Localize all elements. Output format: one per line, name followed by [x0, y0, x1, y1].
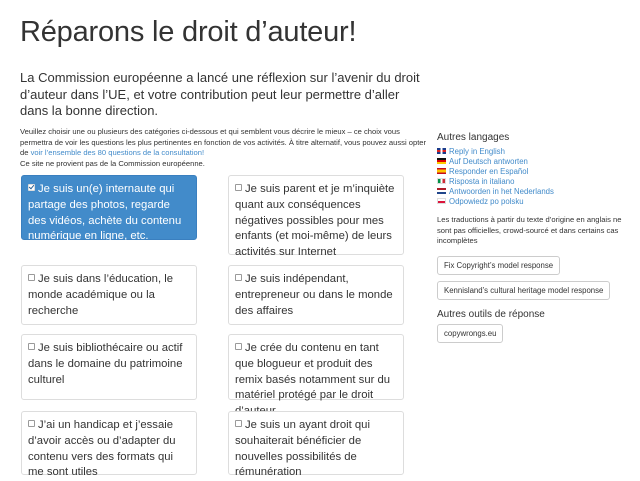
category-card-education[interactable]: [21, 265, 197, 325]
category-card-handicap[interactable]: [21, 411, 197, 479]
nl-flag-icon: [437, 188, 446, 194]
translation-note: Les traductions à partir du texte d’origine en anglais ne sont pas officielles, crowd-sourcé et dans certains cas incomplètes: [437, 215, 622, 246]
category-card-ayant-droit[interactable]: [228, 411, 404, 479]
intro-text: Veuillez choisir une ou plusieurs des catégories ci-dessous et qui semblent vous décrire le mieux – ce choix vous permettra de voir les questions les plus pertinentes en fonction de vos activités. À titre alternatif, vous pouvez aussi opter de: [20, 127, 427, 158]
de-flag-icon: [437, 158, 446, 164]
checkbox-internaute[interactable]: [28, 184, 35, 191]
checkbox-bibliothecaire[interactable]: [28, 343, 35, 350]
language-list: [437, 147, 627, 206]
category-label: Je suis un(e) internaute qui partage des photos, regarde des vidéos, achète du contenu numérique en ligne, etc.: [28, 183, 182, 243]
fix-copyright-button[interactable]: Fix Copyright’s model response: [437, 256, 560, 275]
es-flag-icon: [437, 168, 446, 174]
lead-paragraph: La Commission européenne a lancé une réflexion sur l’avenir du droit d’auteur dans l’UE, et votre contribution peut leur permettre d’aller dans la bonne direction.: [20, 70, 420, 118]
language-link-nl[interactable]: Antwoorden in het Nederlands: [449, 186, 554, 196]
category-label: Je suis dans l’éducation, le monde académique ou la recherche: [28, 273, 174, 317]
language-link-pl[interactable]: Odpowiedz po polsku: [449, 196, 524, 206]
pl-flag-icon: [437, 198, 446, 204]
category-label: Je suis indépendant, entrepreneur ou dans le monde des affaires: [235, 273, 393, 317]
category-label: J’ai un handicap et j’essaie d’avoir accès ou d’adapter du contenu vers des formats qui me sont utiles: [28, 419, 176, 479]
intro-note: Ce site ne provient pas de la Commission européenne.: [20, 158, 205, 168]
language-item: [437, 167, 627, 177]
language-item: [437, 157, 627, 167]
language-link-en[interactable]: Reply in English: [449, 147, 505, 156]
category-card-entrepreneur[interactable]: [228, 265, 404, 325]
category-label: Je suis un ayant droit qui souhaiterait bénéficier de nouvelles possibilités de rémunération: [235, 419, 370, 479]
language-item: [437, 187, 627, 197]
language-item: [437, 197, 627, 207]
category-label: Je crée du contenu en tant que blogueur et produit des remix basés notamment sur du matériel protégé par le droit: [235, 342, 391, 402]
checkbox-createur[interactable]: [235, 343, 242, 350]
language-link-es[interactable]: Responder en Español: [449, 166, 529, 176]
page-title: Réparons le droit d’auteur!: [20, 16, 357, 48]
copywrongs-button[interactable]: copywrongs.eu: [437, 324, 503, 343]
tools-heading: Autres outils de réponse: [437, 308, 545, 320]
category-card-createur[interactable]: [228, 334, 404, 400]
category-label: Je suis bibliothécaire ou actif dans le domaine du patrimoine culturel: [28, 342, 183, 386]
kennisland-button[interactable]: Kennisland’s cultural heritage model response: [437, 281, 610, 300]
languages-heading: Autres langages: [437, 132, 510, 143]
checkbox-entrepreneur[interactable]: [235, 274, 242, 281]
language-link-de[interactable]: Auf Deutsch antworten: [449, 156, 528, 166]
it-flag-icon: [437, 178, 446, 184]
checkbox-parent[interactable]: [235, 184, 242, 191]
category-card-parent[interactable]: [228, 175, 404, 259]
language-item: [437, 147, 627, 157]
language-link-it[interactable]: Risposta in italiano: [449, 176, 515, 186]
category-card-bibliothecaire[interactable]: [21, 334, 197, 400]
checkbox-handicap[interactable]: [28, 420, 35, 427]
all-questions-link[interactable]: voir l’ensemble des 80 questions de la consultation!: [30, 148, 205, 158]
intro-paragraph: [20, 127, 428, 169]
language-item: [437, 177, 627, 187]
checkbox-education[interactable]: [28, 274, 35, 281]
uk-flag-icon: [437, 148, 446, 154]
category-card-internaute[interactable]: [21, 175, 197, 243]
checkbox-ayant-droit[interactable]: [235, 420, 242, 427]
category-label: Je suis parent et je m’inquiète quant aux conséquences négatives possibles pour mes enfants (et moi-même) de leurs activités sur Internet: [235, 183, 395, 259]
sidebar: [437, 132, 627, 343]
